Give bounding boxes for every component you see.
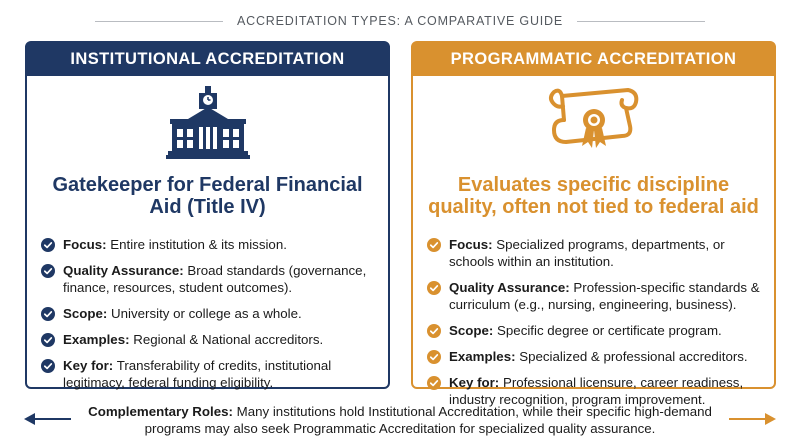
page-title: ACCREDITATION TYPES: A COMPARATIVE GUIDE — [236, 14, 564, 28]
check-circle-icon — [41, 307, 55, 321]
check-circle-icon — [41, 264, 55, 278]
bullet-label: Quality Assurance: — [449, 280, 570, 295]
bullet-label: Examples: — [63, 332, 130, 347]
footer-label: Complementary Roles: — [88, 404, 233, 419]
bullet-text: University or college as a whole. — [107, 306, 302, 321]
list-item — [41, 262, 374, 296]
arrow-right-icon — [728, 411, 776, 427]
institutional-icon-wrap — [27, 76, 388, 168]
check-circle-icon — [427, 376, 441, 390]
diploma-scroll-icon — [546, 86, 642, 158]
arrow-left-icon — [24, 411, 72, 427]
programmatic-icon-wrap — [413, 76, 774, 168]
bullet-label: Scope: — [449, 323, 494, 338]
bullet-label: Examples: — [449, 349, 516, 364]
footer-text — [84, 403, 716, 437]
programmatic-bullets — [413, 236, 774, 408]
bullet-label: Key for: — [63, 358, 114, 373]
bullet-label: Focus: — [449, 237, 493, 252]
bullet-text: Profession-specific standards & curriculum (e.g., nursing, engineering, business). — [449, 280, 760, 312]
institutional-headline: Gatekeeper for Federal Financial Aid (Title IV) — [52, 174, 363, 218]
programmatic-header: PROGRAMMATIC ACCREDITATION — [413, 43, 774, 76]
bullet-label: Key for: — [449, 375, 500, 390]
page-title-row — [0, 12, 800, 30]
check-circle-icon — [41, 359, 55, 373]
footer-body: Many institutions hold Institutional Accreditation, while their specific high-demand programs may also seek Programmatic Accreditation for specialized quality assurance. — [144, 404, 712, 436]
list-item — [427, 279, 760, 313]
check-circle-icon — [427, 324, 441, 338]
title-rule-right — [577, 21, 705, 22]
bullet-text: Regional & National accreditors. — [129, 332, 324, 347]
list-item — [427, 348, 760, 365]
list-item — [41, 236, 374, 253]
institutional-header: INSTITUTIONAL ACCREDITATION — [27, 43, 388, 76]
check-circle-icon — [427, 238, 441, 252]
bullet-text: Transferability of credits, institutional legitimacy, federal funding eligibility. — [63, 358, 332, 390]
institutional-panel — [25, 41, 390, 389]
check-circle-icon — [427, 281, 441, 295]
university-building-icon — [166, 85, 250, 159]
check-circle-icon — [41, 333, 55, 347]
bullet-label: Focus: — [63, 237, 107, 252]
bullet-text: Specialized programs, departments, or schools within an institution. — [449, 237, 725, 269]
bullet-text: Specific degree or certificate program. — [493, 323, 722, 338]
bullet-text: Entire institution & its mission. — [106, 237, 287, 252]
bullet-label: Scope: — [63, 306, 108, 321]
footer — [0, 401, 800, 441]
bullet-text: Professional licensure, career readiness, industry recognition, program improvement. — [449, 375, 744, 407]
institutional-bullets — [27, 236, 388, 391]
programmatic-headline: Evaluates specific discipline quality, often not tied to federal aid — [428, 174, 759, 218]
bullet-label: Quality Assurance: — [63, 263, 184, 278]
check-circle-icon — [427, 350, 441, 364]
list-item — [427, 236, 760, 270]
list-item — [41, 357, 374, 391]
list-item — [427, 322, 760, 339]
title-rule-left — [95, 21, 223, 22]
list-item — [41, 305, 374, 322]
bullet-text: Specialized & professional accreditors. — [515, 349, 748, 364]
bullet-text: Broad standards (governance, finance, resources, student outcomes). — [63, 263, 367, 295]
list-item — [41, 331, 374, 348]
programmatic-panel — [411, 41, 776, 407]
check-circle-icon — [41, 238, 55, 252]
